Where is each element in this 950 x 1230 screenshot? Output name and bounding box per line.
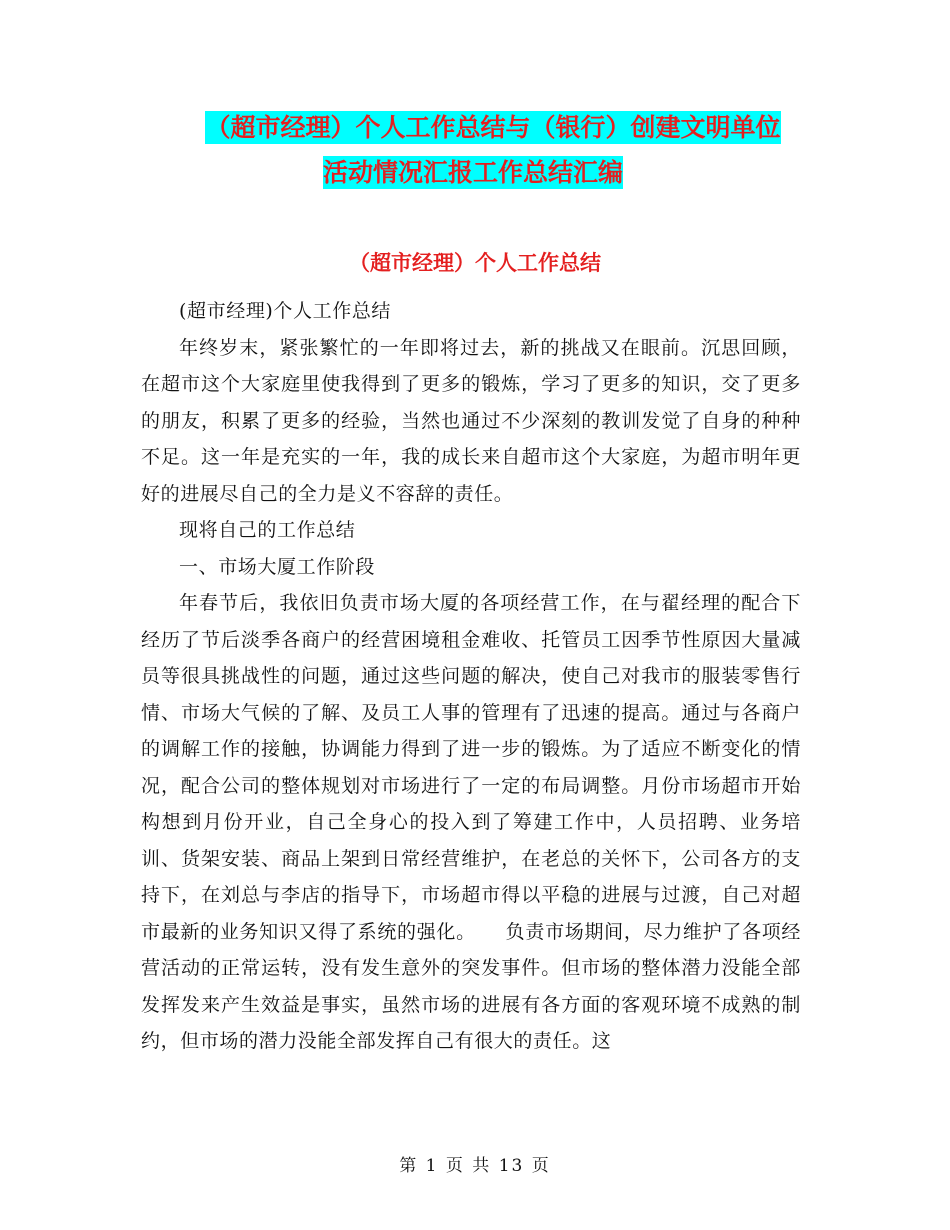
paragraph-section-heading: 一、市场大厦工作阶段 (179, 555, 376, 578)
page-footer: 第 1 页 共 13 页 (399, 1156, 551, 1176)
section-title: （超市经理）个人工作总结 (349, 251, 601, 275)
paragraph-summary-lead: 现将自己的工作总结 (179, 519, 356, 541)
paragraph-subtitle: (超市经理)个人工作总结 (179, 300, 392, 322)
paragraph-intro: 年终岁末，紧张繁忙的一年即将过去，新的挑战又在眼前。沉思回顾，在超市这个大家庭里使我得到了更多的锻炼，学习了更多的知识，交了更多的朋友，积累了更多的经验，当然也通过不少深刻的教训发觉了自身的种种不足。这一年是充实的一年，我的成长来自超市这个大家庭，为超市明年更好的进展尽自己的全力是义不容辞的责任。 (141, 336, 801, 505)
paragraph-market-stage: 年春节后，我依旧负责市场大厦的各项经营工作，在与翟经理的配合下经历了节后淡季各商户的经营困境租金难收、托管员工因季节性原因大量减员等很具挑战性的问题，通过这些问题的解决，使自己对我市的服装零售行情、市场大气候的了解、及员工人事的管理有了迅速的提高。通过与各商户的调解工作的接触，协调能力得到了进一步的锻炼。为了适应不断变化的情况，配合公司的整体规划对市场进行了一定的布局调整。月份市场超市开始构想到月份开业，自己全身心的投入到了筹建工作中，人员招聘、业务培训、货架安装、商品上架到日常经营维护，在老总的关怀下，公司各方的支持下，在刘总与李店的指导下，市场超市得以平稳的进展与过渡，自己对超市最新的业务知识又得了系统的强化。 负责市场期间，尽力维护了各项经营活动的正常运转，没有发生意外的突发事件。但市场的整体潜力没能全部发挥发来产生效益是事实，虽然市场的进展有各方面的客观环境不成熟的制约，但市场的潜力没能全部发挥自己有很大的责任。这 (141, 592, 801, 1052)
document-title-line-1 (18, 113, 950, 143)
body-text (141, 293, 801, 1060)
document-title-line-2 (0, 158, 948, 188)
document-title-line-2-text: 活动情况汇报工作总结汇编 (322, 158, 623, 187)
document-title-line-1-text: （超市经理）个人工作总结与（银行）创建文明单位 (205, 113, 781, 142)
